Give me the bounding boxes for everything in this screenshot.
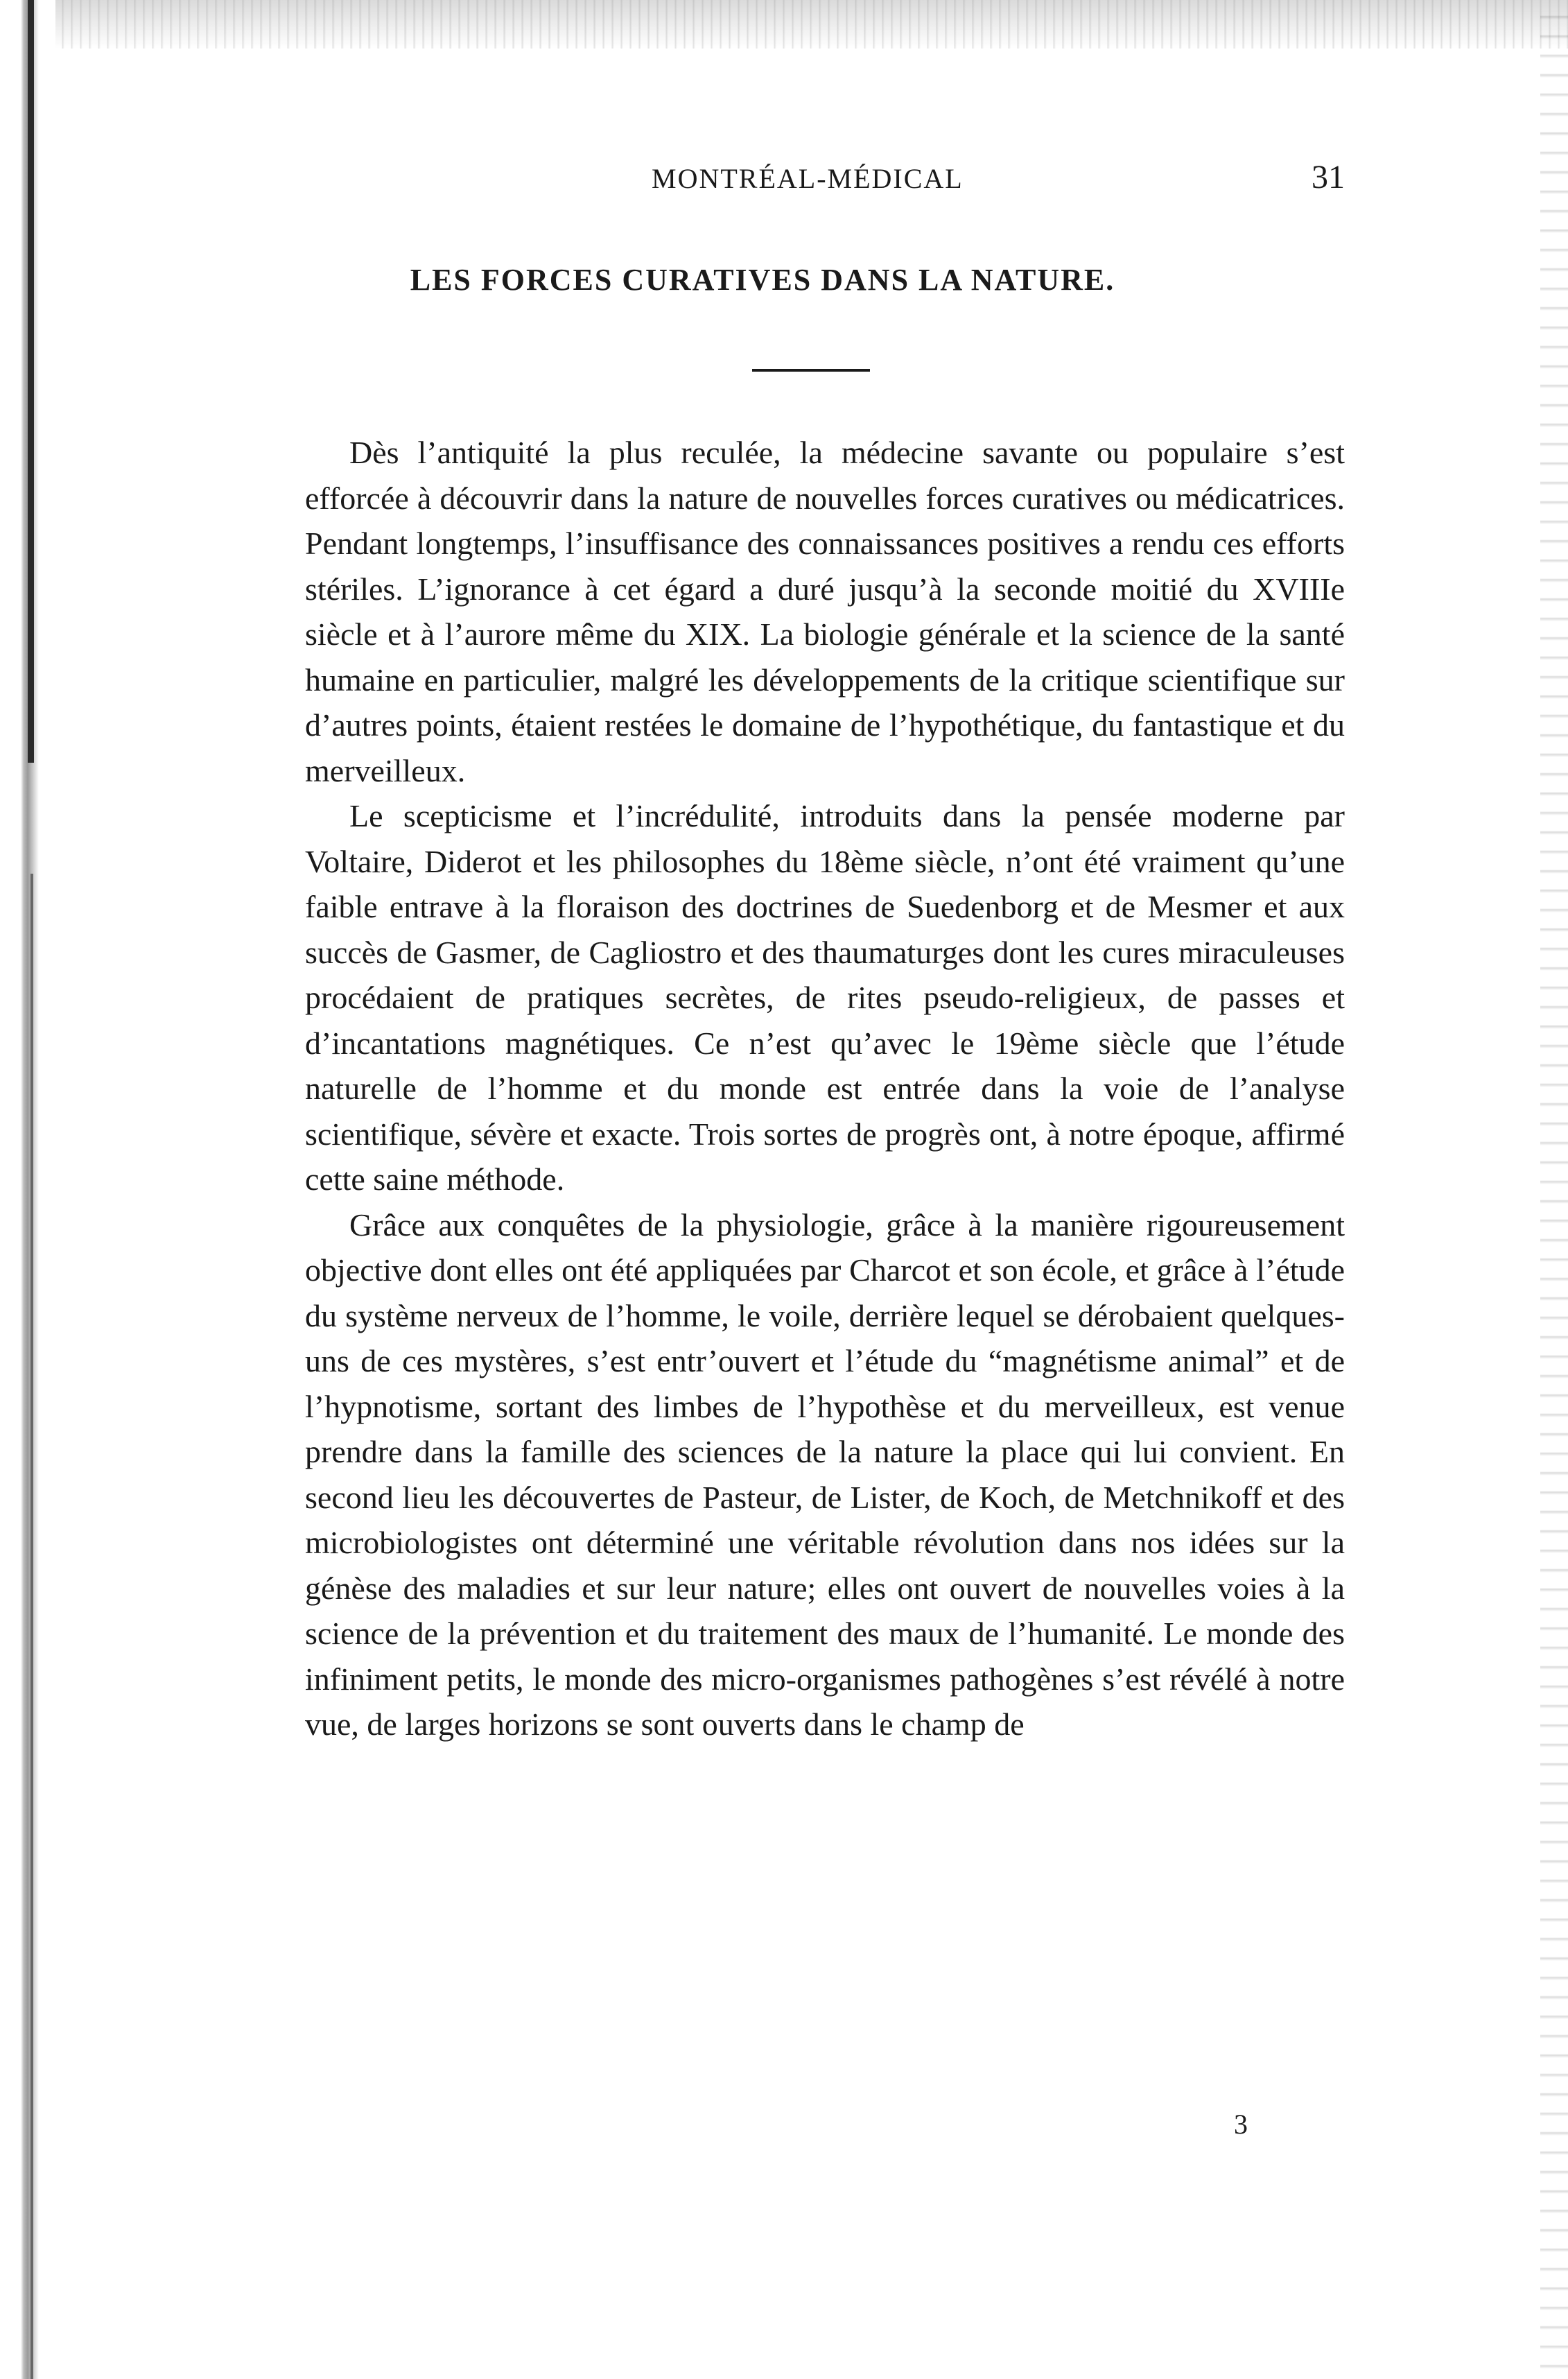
title-rule (752, 369, 870, 372)
page-number: 31 (1312, 159, 1345, 196)
article-title: LES FORCES CURATIVES DANS LA NATURE. (410, 263, 1115, 297)
scan-noise-right (1540, 0, 1568, 2379)
running-head (180, 158, 1345, 207)
binding-line-lower (31, 874, 33, 2379)
paragraph: Grâce aux conquêtes de la physiologie, grâce à la manière rigoureusement objective dont elles ont été appliquées par Charcot et son école, et grâce à l’étude du système nerveux de l’homme, le voile, derrière lequel se dérobaient quelques-uns de ces mystères, s’est entr’ouvert et l’étude du “magnétisme animal” et de l’hypnotisme, sortant des limbes de l’hypothèse et du merveilleux, est venue prendre dans la famille des sciences de la nature la place qui lui convient. En second lieu les découvertes de Pasteur, de Lister, de Koch, de Metchnikoff et des microbiologistes ont déterminé une véritable révolution dans nos idées sur la génèse des maladies et sur leur nature; elles ont ouvert de nouvelles voies à la science de la prévention et du traitement des maux de l’humanité. Le monde des infiniment petits, le monde des micro-organismes pathogènes s’est révélé à notre vue, de larges horizons se sont ouverts dans le champ de (305, 1206, 1345, 1742)
journal-title: MONTRÉAL-MÉDICAL (652, 163, 964, 194)
binding-edge (0, 0, 54, 2379)
binding-line (28, 0, 34, 763)
signature-mark: 3 (1234, 2109, 1248, 2140)
paragraph: Dès l’antiquité la plus reculée, la médecine savante ou populaire s’est efforcée à découvrir dans la nature de nouvelles forces curatives ou médicatrices. Pendant longtemps, l’insuffisance des connaissances positives a rendu ces efforts stériles. L’ignorance à cet égard a duré jusqu’à la seconde moitié du XVIIIe siècle et à l’aurore même du XIX. La biologie générale et la science de la santé humaine en particulier, malgré les développements de la critique scientifique sur d’autres points, étaient restées le domaine de l’hypothétique, du fantastique et du merveilleux. (305, 435, 1345, 788)
scan-noise-top (55, 0, 1568, 49)
article-body (305, 430, 1345, 1747)
paragraph: Le scepticisme et l’incrédulité, introduits dans la pensée moderne par Voltaire, Diderot et les philosophes du 18ème siècle, n’ont été vraiment qu’une faible entrave à la floraison des doctrines de Suedenborg et de Mesmer et aux succès de Gasmer, de Cagliostro et des thaumaturges dont les cures miraculeuses procédaient de pratiques secrètes, de rites pseudo-religieux, de passes et d’incantations magnétiques. Ce n’est qu’avec le 19ème siècle que l’étude naturelle de l’homme et du monde est entrée dans la voie de l’analyse scientifique, sévère et exacte. Trois sortes de progrès ont, à notre époque, affirmé cette saine méthode. (305, 798, 1345, 1197)
